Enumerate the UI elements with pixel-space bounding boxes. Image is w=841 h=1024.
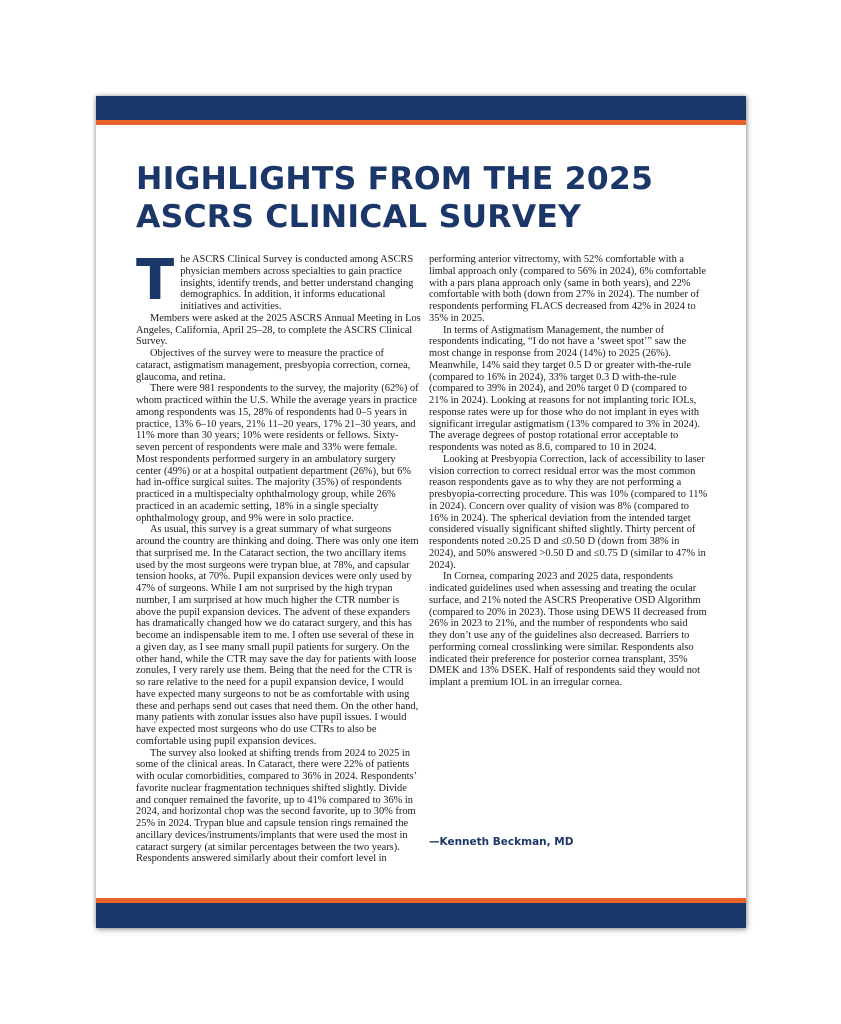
author-byline: —Kenneth Beckman, MD bbox=[429, 836, 574, 848]
title-line-1: HIGHLIGHTS FROM THE 2025 bbox=[136, 161, 654, 197]
paragraph-meeting: Members were asked at the 2025 ASCRS Annual Meeting in Los Angeles, California, April 25–28, to complete the ASCRS Clinical Survey. bbox=[136, 312, 421, 348]
top-orange-stripe bbox=[96, 120, 746, 125]
left-column bbox=[136, 248, 421, 865]
paragraph-trends-cataract-continued: performing anterior vitrectomy, with 52% comfortable with a limbal approach only (compared to 56% in 2024), 6% comfortable with a pars plana approach only (same in both years), and 22% comfortable with both (down from 27% in 2024). The number of respondents performing FLACS decreased from 42% in 2024 to 35% in 2025. bbox=[429, 254, 707, 324]
bottom-navy-band bbox=[96, 903, 746, 928]
right-column bbox=[429, 254, 708, 689]
paragraph-objectives: Objectives of the survey were to measure the practice of cataract, astigmatism management, presbyopia correction, cornea, glaucoma, and retina. bbox=[136, 348, 411, 383]
paragraph-astigmatism: In terms of Astigmatism Management, the number of respondents indicating, “I do not have a ‘sweet spot’” saw the most change in response from 2024 (14%) to 2025 (26%). Meanwhile, 14% said they target 0.5 D or greater with-the-rule (compared to 16% in 2024), 33% target 0.3 D with-the-rule (compared to 39% in 2024), and 20% target 0 D (compared to 21% in 2024). Looking at reasons for not implanting toric IOLs, response rates were up for those who do not implant in eyes with significant irregular astigmatism (13% compared to 3% in 2024). The average degrees of postop rotational error acceptable to respondents was noted as 8.6, compared to 10 in 2024. bbox=[429, 324, 700, 453]
article-page bbox=[96, 96, 746, 928]
title-line-2: ASCRS CLINICAL SURVEY bbox=[136, 199, 582, 235]
paragraph-respondents: There were 981 respondents to the survey, the majority (62%) of whom practiced within the U.S. While the average years in practice among respondents was 15, 28% of respondents had 0–5 years in practice, 13% 6–10 years, 21% 11–20 years, 17% 21–30 years, and 11% more than 30 years; 10% were residents or fellows. Sixty-seven percent of respondents were male and 33% were female. Most respondents performed surgery in an ambulatory surgery center (49%) or at a hospital outpatient department (26%), but 6% had in-office surgical suites. The majority (35%) of respondents practiced in a multispecialty ophthalmology group, while 26% practiced in an academic setting, 18% in a single specialty ophthalmology group, and 9% were in solo practice. bbox=[136, 383, 419, 524]
drop-cap: T bbox=[136, 248, 175, 313]
paragraph-intro-text: he ASCRS Clinical Survey is conducted among ASCRS physician members across specialties to gain practice insights, identify trends, and better understand changing demographics. In addition, it informs educational initiatives and activities. bbox=[180, 254, 414, 312]
paragraph-presbyopia: Looking at Presbyopia Correction, lack of accessibility to laser vision correction to correct residual error was the most common reason respondents gave as to why they are not performing a presbyopia-correcting procedure. This was 10% (compared to 11% in 2024). Concern over quality of vision was 8% (compared to 16% in 2024). The spherical deviation from the intended target considered visually significant shifted slightly. Thirty percent of respondents noted ≥0.25 D and ≤0.50 D (down from 38% in 2024), and 50% answered >0.50 D and ≤0.75 D (similar to 47% in 2024). bbox=[429, 453, 708, 571]
top-navy-band bbox=[96, 96, 746, 120]
paragraph-commentary: As usual, this survey is a great summary of what surgeons around the country are thinking and doing. There was only one item that surprised me. In the Cataract section, the two ancillary items used by the most surgeons were trypan blue, at 78%, and capsular tension hooks, at 70%. Pupil expansion devices were only used by 47% of surgeons. While I am not surprised by the high trypan number, I am surprised at how much higher the CTR number is above the pupil expansion devices. The advent of these expanders has dramatically changed how we do cataract surgery, and this has become an indispensable item to me. I often use several of these in a given day, as I see many small pupil patients for surgery. On the other hand, while the CTR may save the day for patients with loose zonules, I very rarely use them. Being that the need for the CTR is so rare relative to the need for a pupil expansion device, I would have expected many surgeons to not be as comfortable with using these and perhaps send out cases that need them. On the other hand, many patients with zonular issues also have pupil issues. I would have expected most surgeons who do use CTRs to also be comfortable using pupil expansion devices. bbox=[136, 524, 419, 747]
paragraph-cornea: In Cornea, comparing 2023 and 2025 data, respondents indicated guidelines used when assessing and treating the ocular surface, and 21% noted the ASCRS Preoperative OSD Algorithm (compared to 20% in 2023). Those using DEWS II decreased from 26% in 2023 to 21%, and the number of respondents who said they don’t use any of the guidelines also decreased. Barriers to performing corneal crosslinking were similar. Respondents also indicated their preference for posterior cornea transplant, 35% DMEK and 13% DSEK. Half of respondents said they would not implant a premium IOL in an irregular cornea. bbox=[429, 571, 707, 688]
paragraph-trends-cataract: The survey also looked at shifting trends from 2024 to 2025 in some of the clinical areas. In Cataract, there were 22% of patients with ocular comorbidities, compared to 36% in 2024. Respondents’ favorite nuclear fragmentation techniques shifted slightly. Divide and conquer remained the favorite, up to 41% compared to 36% in 2024, and horizontal chop was the second favorite, up to 30% from 25% in 2024. Trypan blue and capsule tension rings remained the ancillary devices/instruments/implants that were used the most in cataract surgery (at similar percentages between the two years). Respondents answered similarly about their comfort level in bbox=[136, 747, 417, 865]
paragraph-intro bbox=[136, 248, 421, 313]
article-title bbox=[136, 160, 716, 236]
